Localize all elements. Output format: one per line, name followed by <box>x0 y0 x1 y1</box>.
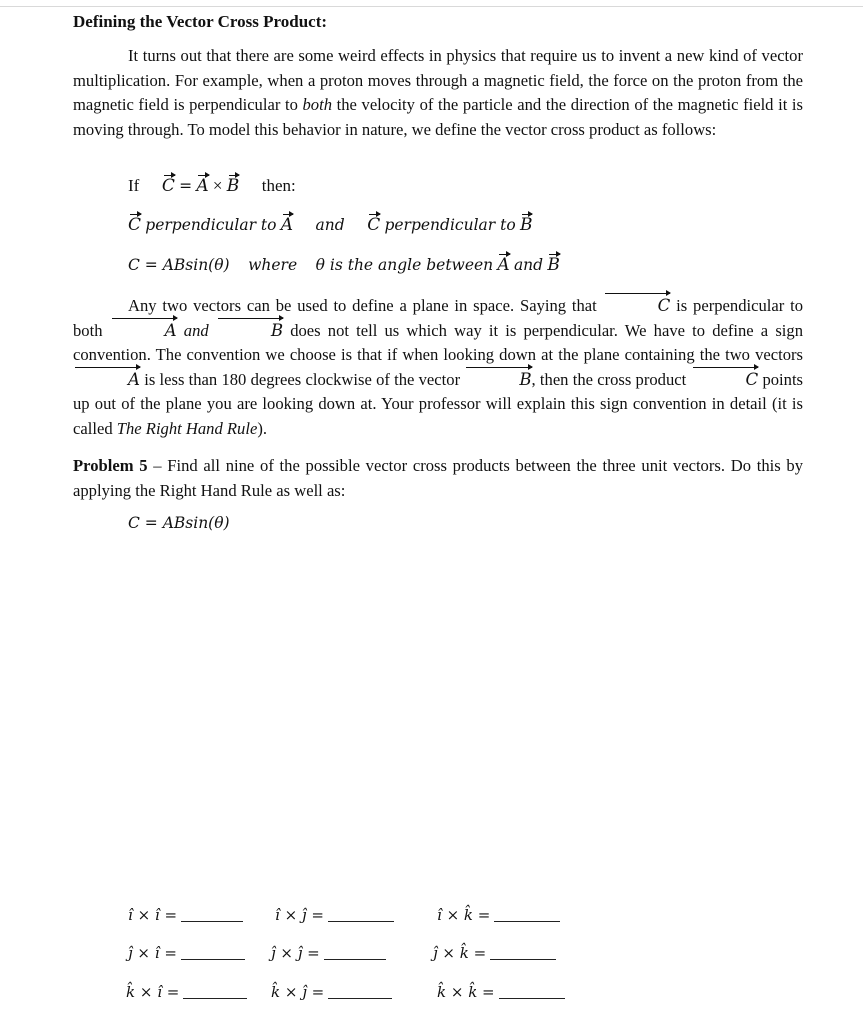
where-word: where <box>248 256 298 274</box>
answer-cell-jk <box>433 944 556 962</box>
answer-label: k̂ × k̂ = <box>437 983 495 1001</box>
problem-formula-text: C = ABsin(θ) <box>128 514 230 532</box>
perp-text-2: perpendicular to <box>384 216 516 234</box>
problem-formula <box>128 513 230 533</box>
answer-blank[interactable] <box>328 921 394 922</box>
answer-label: ĵ × ĵ = <box>271 944 320 962</box>
and-word: and <box>315 216 345 234</box>
problem-text: – Find all nine of the possible vector cross products between the three unit vectors. Do this by applying the Right Hand Rule as well as: <box>73 456 803 500</box>
answer-blank[interactable] <box>494 921 560 922</box>
vector-b: B <box>226 176 240 196</box>
answer-blank[interactable] <box>328 998 392 999</box>
definition-line <box>128 176 296 196</box>
convention-text-4: does not tell us which way it is perpendicular. We have to define a sign convention. The convention we choose is that if when looking down at the plane containing the two vectors <box>73 320 803 364</box>
theta-text: θ is the angle between <box>315 256 494 274</box>
vector-c: C <box>691 368 759 393</box>
answer-cell-jj <box>271 944 386 962</box>
answer-label: k̂ × î = <box>126 983 180 1001</box>
answer-cell-ij <box>275 906 394 924</box>
problem-paragraph <box>73 454 803 503</box>
perpendicular-line <box>128 215 532 235</box>
intro-paragraph <box>73 44 803 142</box>
answer-cell-ii <box>128 906 243 924</box>
answer-cell-ik <box>437 906 560 924</box>
right-hand-rule-emphasis: The Right Hand Rule <box>116 418 258 438</box>
magnitude-line <box>128 255 560 275</box>
answer-cell-ji <box>128 944 245 962</box>
answer-cell-kk <box>437 983 565 1001</box>
vector-c: C <box>603 294 671 319</box>
then-word: then: <box>261 176 296 195</box>
convention-text-7: points up out of the plane you are looking down at. Your professor will explain this sign convention in detail (it is called <box>73 369 804 438</box>
magnitude-formula: C = ABsin(θ) <box>128 256 230 274</box>
convention-text-2: is perpendicular to both <box>73 296 804 340</box>
vector-a: A <box>196 176 209 196</box>
answer-cell-kj <box>271 983 392 1001</box>
vector-a: A <box>497 255 510 275</box>
vector-c: C <box>128 215 142 235</box>
answer-label: k̂ × ĵ = <box>271 983 325 1001</box>
section-heading: Defining the Vector Cross Product: <box>73 12 328 31</box>
vector-b: B <box>464 368 531 393</box>
vector-a: A <box>110 319 177 344</box>
intro-text-2: the velocity of the particle and the direction of the magnetic field it is moving through. To model this behavior in nature, we define the vector cross product as follows: <box>73 95 803 139</box>
vector-a: A <box>280 215 294 235</box>
answer-label: î × ĵ = <box>275 906 324 924</box>
convention-text-1: Any two vectors can be used to define a plane in space. Saying that <box>128 296 603 315</box>
intro-emphasis: both <box>302 95 333 114</box>
answer-blank[interactable] <box>181 921 243 922</box>
answer-blank[interactable] <box>183 998 247 999</box>
equals-sign: = <box>179 177 193 195</box>
convention-text-6: , then the cross product <box>531 369 691 389</box>
answer-blank[interactable] <box>181 959 245 960</box>
convention-paragraph <box>73 294 803 441</box>
vector-c: C <box>367 215 381 235</box>
convention-text-3: and <box>176 320 216 340</box>
intro-text-1: It turns out that there are some weird effects in physics that require us to invent a new kind of vector multiplication. For example, when a proton moves through a magnetic field, the force on the proton from the magnetic field is perpendicular to <box>73 46 803 114</box>
answer-label: î × î = <box>128 906 178 924</box>
answer-row-j <box>0 944 863 968</box>
vector-b: B <box>519 215 533 235</box>
vector-c: C <box>161 176 175 196</box>
answer-row-k <box>0 983 863 1007</box>
answer-row-i <box>0 906 863 930</box>
vector-b: B <box>216 319 283 344</box>
times-sign: × <box>212 176 223 195</box>
answer-cell-ki <box>126 983 247 1001</box>
convention-text-8: ). <box>257 418 268 438</box>
and-word-2: and <box>513 256 544 274</box>
problem-label: Problem 5 <box>73 456 148 475</box>
answer-label: ĵ × î = <box>128 944 177 962</box>
answer-blank[interactable] <box>490 959 556 960</box>
if-word: If <box>128 176 140 195</box>
convention-text-5: is less than 180 degrees clockwise of the vector <box>139 369 465 389</box>
perp-text-1: perpendicular to <box>145 216 277 234</box>
answer-blank[interactable] <box>499 998 565 999</box>
answer-label: ĵ × k̂ = <box>433 944 487 962</box>
vector-a: A <box>73 368 140 393</box>
answer-label: î × k̂ = <box>437 906 491 924</box>
page-top-border <box>0 6 863 7</box>
vector-b: B <box>547 255 560 275</box>
answer-blank[interactable] <box>324 959 386 960</box>
